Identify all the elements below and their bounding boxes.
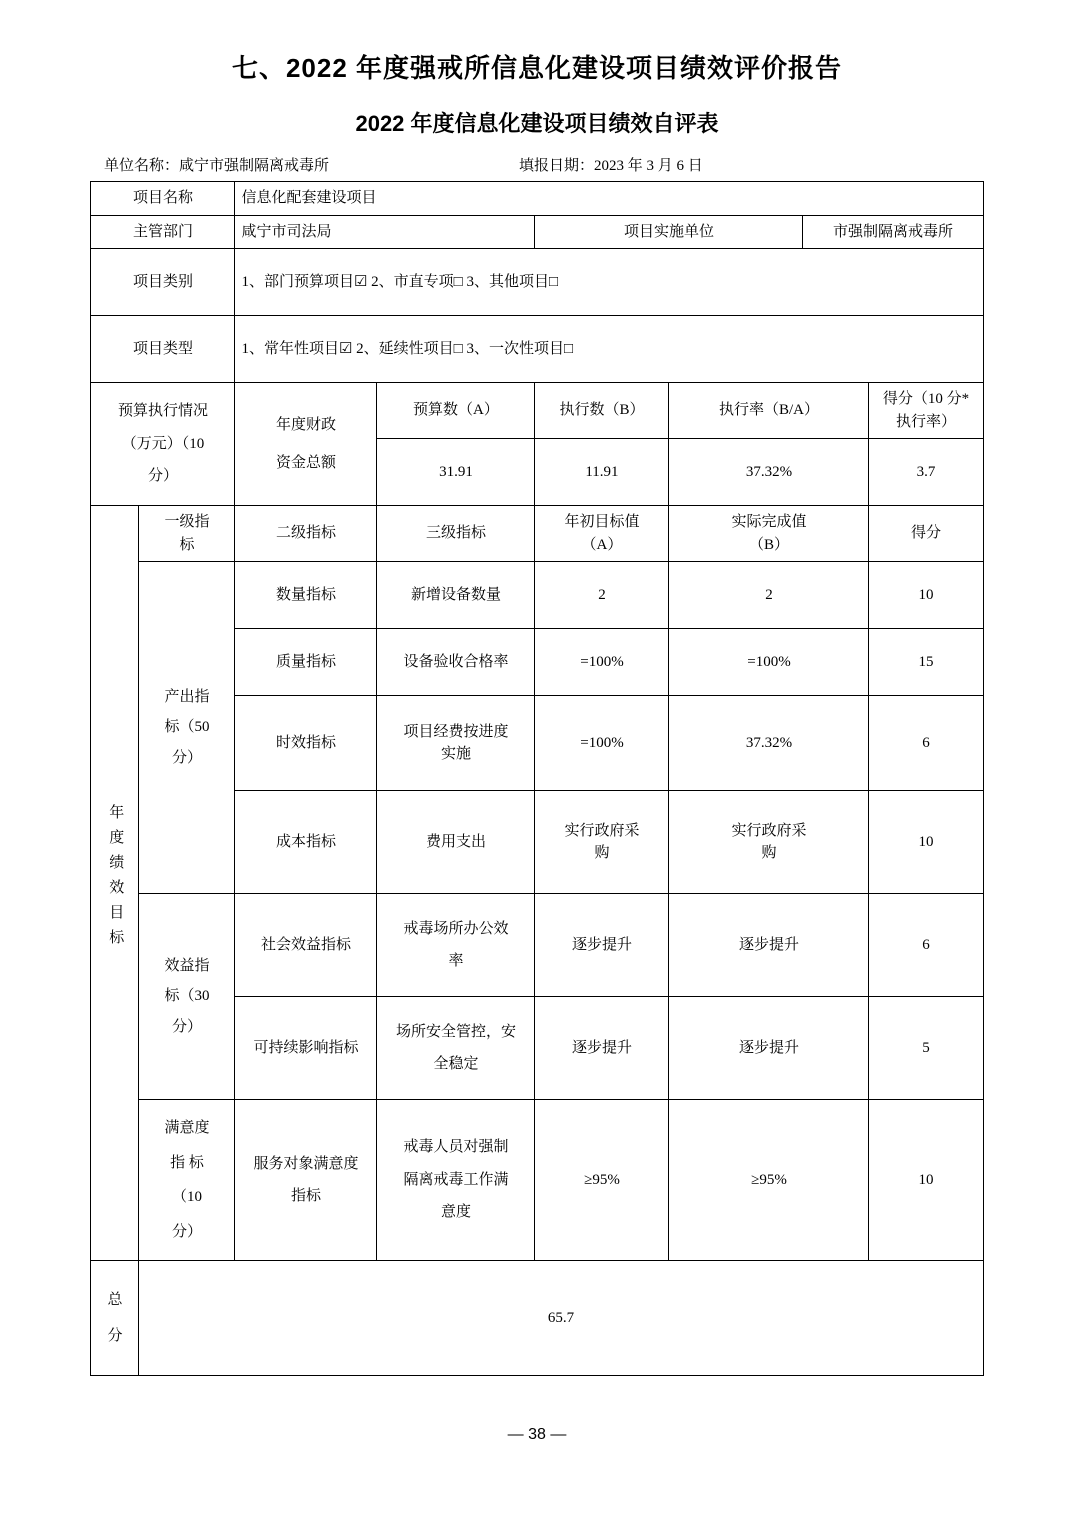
- row-level3-line1: 戒毒场所办公效: [403, 920, 509, 937]
- row-target: =100%: [535, 629, 669, 696]
- annual-goal-text: 年度绩效目标: [107, 804, 124, 955]
- budget-head-a: 预算数（A）: [377, 383, 535, 439]
- output-label-line2: 标（50: [164, 719, 210, 736]
- row-level3-line2: 率: [448, 953, 464, 969]
- budget-head-rate: 执行率（B/A）: [669, 383, 869, 439]
- row-level2-line1: 服务对象满意度: [253, 1155, 359, 1172]
- row-score: 5: [869, 997, 983, 1100]
- category-label: 项目类别: [91, 249, 235, 316]
- satisfaction-label-line1: 满意度: [164, 1120, 210, 1136]
- unit-name-label: 单位名称：: [104, 158, 180, 174]
- row-target: =100%: [535, 696, 669, 791]
- performance-table: [90, 181, 983, 1376]
- annual-goal-label: [91, 506, 139, 1261]
- project-name-value: 信息化配套建设项目: [235, 182, 983, 216]
- level3-header: 三级指标: [377, 506, 535, 562]
- actual-header-line2: （B）: [748, 536, 789, 553]
- row-target: 逐步提升: [535, 894, 669, 997]
- table-row: [91, 506, 983, 562]
- row-score: 10: [869, 562, 983, 629]
- row-score: 6: [869, 696, 983, 791]
- row-actual: 2: [669, 562, 869, 629]
- row-level3-line3: 意度: [440, 1204, 471, 1221]
- table-row: [91, 1261, 983, 1376]
- row-target: 2: [535, 562, 669, 629]
- budget-value-rate: 37.32%: [669, 439, 869, 506]
- level1-header: [139, 506, 235, 562]
- row-level3: 费用支出: [377, 791, 535, 894]
- budget-exec-label-line1: 预算执行情况: [117, 403, 208, 420]
- actual-header-line1: 实际完成值: [731, 514, 807, 530]
- budget-exec-label-line2: （万元）（10: [121, 435, 205, 452]
- table-row: [91, 383, 983, 439]
- benefit-indicator-label: [139, 894, 235, 1100]
- row-actual: [669, 791, 869, 894]
- impl-unit-value: 市强制隔离戒毒所: [803, 215, 983, 249]
- level1-header-line2: 标: [179, 536, 195, 553]
- row-level3: [377, 1100, 535, 1261]
- row-level2: 数量指标: [235, 562, 377, 629]
- row-actual: 逐步提升: [669, 997, 869, 1100]
- level1-header-line1: 一级指: [164, 514, 210, 530]
- dept-value: 咸宁市司法局: [235, 215, 535, 249]
- row-target: ≥95%: [535, 1100, 669, 1261]
- actual-header: [669, 506, 869, 562]
- type-value: 1、常年性项目☑ 2、延续性项目□ 3、一次性项目□: [235, 316, 983, 383]
- row-level3: 新增设备数量: [377, 562, 535, 629]
- row-actual: 逐步提升: [669, 894, 869, 997]
- table-row: [91, 182, 983, 216]
- table-row: [91, 316, 983, 383]
- row-actual: 37.32%: [669, 696, 869, 791]
- budget-exec-label-line3: 分）: [147, 468, 178, 485]
- target-header: [535, 506, 669, 562]
- fiscal-total-line1: 年度财政: [275, 416, 336, 433]
- row-score: 15: [869, 629, 983, 696]
- row-level3-line1: 场所安全管控，安: [395, 1023, 516, 1040]
- satisfaction-label-line3: （10: [171, 1189, 202, 1205]
- total-score-value: 65.7: [139, 1261, 983, 1376]
- page-title: 七、2022 年度强戒所信息化建设项目绩效评价报告: [231, 53, 843, 83]
- budget-value-score: 3.7: [869, 439, 983, 506]
- row-score: 10: [869, 1100, 983, 1261]
- row-target: 逐步提升: [535, 997, 669, 1100]
- budget-value-b: 11.91: [535, 439, 669, 506]
- total-score-label: [91, 1261, 139, 1376]
- row-score: 6: [869, 894, 983, 997]
- benefit-label-line1: 效益指: [164, 957, 210, 974]
- table-row: [91, 894, 983, 997]
- budget-head-b: 执行数（B）: [535, 383, 669, 439]
- satisfaction-label-line2: 指 标: [170, 1154, 204, 1171]
- fiscal-total-label: [235, 383, 377, 506]
- row-level2: 社会效益指标: [235, 894, 377, 997]
- row-actual-line1: 实行政府采: [731, 822, 807, 839]
- row-level2: 质量指标: [235, 629, 377, 696]
- row-actual: =100%: [669, 629, 869, 696]
- total-label-line2: 分: [107, 1328, 123, 1344]
- project-name-label: 项目名称: [91, 182, 235, 216]
- score-header: 得分: [869, 506, 983, 562]
- level2-header: 二级指标: [235, 506, 377, 562]
- target-header-line1: 年初目标值: [564, 514, 640, 530]
- total-label-line1: 总: [107, 1291, 123, 1308]
- row-level3-line2: 隔离戒毒工作满: [403, 1171, 509, 1188]
- row-target-line1: 实行政府采: [564, 822, 640, 839]
- impl-unit-label: 项目实施单位: [535, 215, 803, 249]
- report-date-value: 2023 年 3 月 6 日: [594, 158, 703, 174]
- form-title: 2022 年度信息化建设项目绩效自评表: [355, 111, 719, 136]
- benefit-label-line3: 分）: [171, 1018, 202, 1035]
- output-indicator-label: [139, 562, 235, 894]
- budget-exec-label: [91, 383, 235, 506]
- row-level3-line1: 戒毒人员对强制: [403, 1139, 509, 1156]
- row-level2: 成本指标: [235, 791, 377, 894]
- satisfaction-label-line4: 分）: [171, 1223, 202, 1240]
- row-level3-line1: 项目经费按进度: [403, 723, 509, 740]
- row-target-line2: 购: [594, 845, 610, 861]
- satisfaction-indicator-label: [139, 1100, 235, 1261]
- fiscal-total-line2: 资金总额: [275, 455, 336, 471]
- benefit-label-line2: 标（30: [164, 988, 210, 1005]
- unit-name-value: 咸宁市强制隔离戒毒所: [179, 158, 330, 174]
- row-level3-line2: 全稳定: [433, 1056, 479, 1072]
- report-date-label: 填报日期：: [519, 158, 595, 174]
- target-header-line2: （A）: [581, 536, 623, 553]
- category-value: 1、部门预算项目☑ 2、市直专项□ 3、其他项目□: [235, 249, 983, 316]
- row-level3: [377, 696, 535, 791]
- form-meta: [60, 154, 1014, 175]
- table-row: [91, 1100, 983, 1261]
- row-level2: [235, 1100, 377, 1261]
- row-level2: 时效指标: [235, 696, 377, 791]
- type-label: 项目类型: [91, 316, 235, 383]
- row-level2-line2: 指标: [290, 1188, 321, 1204]
- budget-head-score: 得分（10 分*执行率）: [869, 383, 983, 439]
- output-label-line3: 分）: [171, 749, 202, 766]
- table-row: [91, 249, 983, 316]
- row-target: [535, 791, 669, 894]
- output-label-line1: 产出指: [164, 688, 210, 705]
- row-actual-line2: 购: [761, 845, 777, 861]
- row-level3: [377, 997, 535, 1100]
- row-level3: 设备验收合格率: [377, 629, 535, 696]
- row-level2: 可持续影响指标: [235, 997, 377, 1100]
- dept-label: 主管部门: [91, 215, 235, 249]
- table-row: [91, 215, 983, 249]
- budget-value-a: 31.91: [377, 439, 535, 506]
- row-actual: ≥95%: [669, 1100, 869, 1261]
- row-score: 10: [869, 791, 983, 894]
- table-row: [91, 562, 983, 629]
- row-level3: [377, 894, 535, 997]
- row-level3-line2: 实施: [440, 746, 471, 762]
- page-number: — 38 —: [507, 1426, 567, 1443]
